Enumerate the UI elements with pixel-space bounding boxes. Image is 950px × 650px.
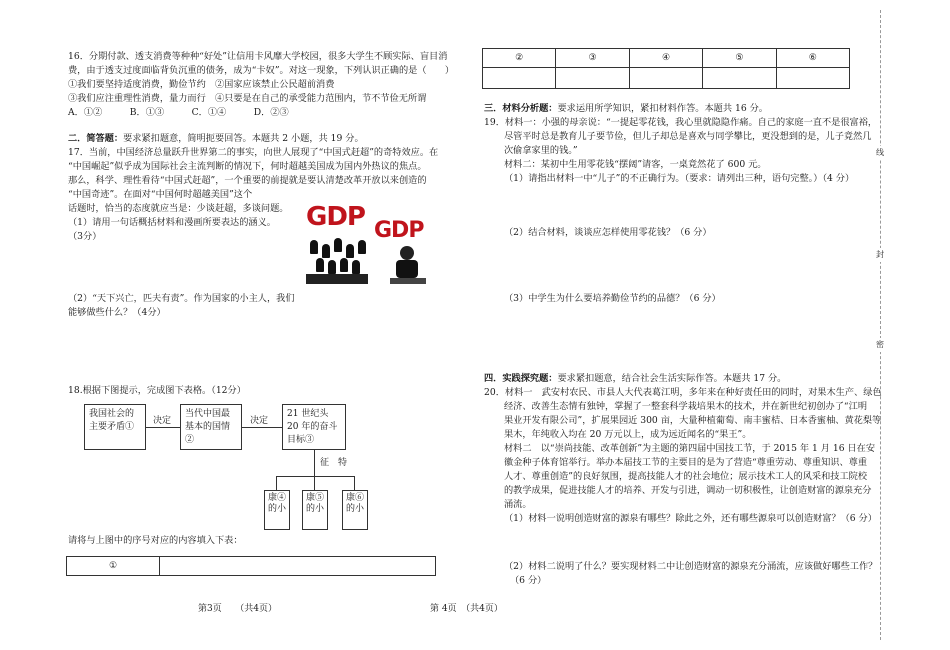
diagram-box-contradiction: 我国社会的主要矛盾①	[84, 404, 146, 450]
section3-heading: 三．材料分析题：	[484, 103, 558, 114]
answer-cell-5[interactable]	[703, 68, 776, 89]
answer-cell-3[interactable]	[556, 68, 629, 89]
section3-title	[484, 102, 768, 116]
binding-mark-xian: 线	[876, 146, 884, 160]
q20-sub1: （1）材料一说明创造财富的源泉有哪些？除此之外，还有哪些源泉可以创造财富？（6 分）	[504, 513, 877, 524]
q20-line6: 徽金种子体育馆举行。举办本届技工节的主要目的是为了营造“尊重劳动、尊重知识、尊重	[504, 457, 868, 468]
cartoon-gdp-big: GDP	[306, 202, 365, 232]
gdp-cartoon	[304, 196, 440, 292]
diagram-box-national-condition: 当代中国最基本的国情②	[180, 404, 242, 450]
diagram-sub-box-6: 康⑥的小	[342, 490, 368, 530]
q17-sub2-line2: 能够做些什么？（4分）	[68, 307, 166, 318]
q16-stem-line1: 16．分期付款、透支消费等种种“好处”让信用卡风靡大学校园，很多大学生不顾实际、盲目消	[68, 51, 448, 62]
q20-line3: 果业开发有限公司”，扩展果园近 300 亩，大量种植葡萄、南丰蜜桔、日本香蜜柚、黄花梨等	[504, 415, 882, 426]
right-footer: 第 4页 （共4页）	[430, 604, 503, 614]
q20-line7: 人才、尊重创造”的良好氛围，提高技能人才的社会地位；展示技术工人的风采和技工院校	[504, 471, 868, 482]
diagram-connector-horizontal	[276, 476, 354, 477]
section3-text: 要求运用所学知识，紧扣材料作答。本题共 16 分。	[557, 103, 768, 114]
answer-row-label-1: ①	[67, 557, 160, 576]
q17-sub2-line1: （2）“天下兴亡，匹夫有责”。作为国家的小主人，我们	[68, 293, 295, 304]
q18-answer-table-left	[66, 556, 436, 576]
cartoon-gdp-small: GDP	[374, 218, 424, 243]
q19-sub3: （3）中学生为什么要培养勤俭节约的品德？（6 分）	[504, 293, 721, 304]
cartoon-single-figure	[388, 246, 428, 286]
q17-line1: 17．当前，中国经济总量跃升世界第二的事实，向世人展现了“中国式赶超”的奇特效应。在	[68, 147, 439, 158]
binding-line	[880, 10, 881, 640]
q19-sub1: （1）请指出材料一中“儿子”的不正确行为。（要求：请列出三种，语句完整。）（4 分）	[504, 173, 855, 184]
diagram-connector-down	[314, 450, 315, 476]
q20-sub2-score: （6 分）	[510, 575, 547, 586]
answer-cell-1[interactable]	[160, 557, 436, 576]
answer-cell-2[interactable]	[483, 68, 556, 89]
section2-heading: 二．简答题：	[68, 133, 124, 144]
q16-choices: A．①② B．①③ C．①④ D．②③	[68, 107, 289, 118]
q20-line5: 材料二 以“崇尚技能、改革创新”为主题的第四届中国技工节，于 2015 年 1 月 16 日在安	[504, 443, 876, 454]
q18-fill-prompt: 请将与上图中的序号对应的内容填入下表：	[68, 535, 243, 546]
q17-line3: 那么，科学、理性看待“中国式赶超”，一个重要的前提就是要认清楚改革开放以来创造的	[68, 175, 427, 186]
section4-text: 要求紧扣题意，结合社会生活实际作答。本题共 17 分。	[557, 373, 787, 384]
q19-line1: 19．材料一：小强的母亲说：“一提起零花钱，我心里就隐隐作痛。自己的家庭一直不是很富裕，	[484, 117, 878, 128]
diagram-sub-box-5: 康⑤的小	[302, 490, 328, 530]
section2-title	[68, 132, 364, 146]
section4-heading: 四．实践探究题：	[484, 373, 558, 384]
q20-line2: 经济、改善生态情有独钟，掌握了一整套科学栽培果木的技术，并在新世纪初创办了“江明	[504, 401, 868, 412]
q17-line4: “中国奇迹”。在面对“中国何时超越美国”这个	[68, 189, 253, 200]
cartoon-crowd-figure	[306, 236, 368, 286]
left-footer: 第3页 （共4页）	[198, 604, 277, 614]
diagram-label-decide2: 决定	[250, 416, 269, 426]
q20-line4: 果木，年纯收入均在 20 万元以上，成为远近闻名的“果王”。	[504, 429, 752, 440]
diagram-box-goal: 21 世纪头 20 年的奋斗目标③	[282, 404, 346, 450]
diagram-label-decide1: 决定	[153, 416, 172, 426]
section2-text: 要求紧扣题意，简明扼要回答。本题共 2 小题，共 19 分。	[123, 133, 364, 144]
answer-cell-4[interactable]	[629, 68, 702, 89]
q19-line2: 尽管平时总是教育儿子要节俭，但儿子却总是喜欢与同学攀比，更没想到的是，儿子竟然几	[504, 131, 872, 142]
answer-header-4: ④	[629, 49, 702, 68]
diagram-label-feature: 征 特	[320, 458, 348, 468]
q16-option-line1: ①我们要坚持适度消费，勤俭节约 ②国家应该禁止公民超前消费	[68, 79, 335, 90]
diagram-sub-box-4: 康④的小	[264, 490, 290, 530]
answer-header-5: ⑤	[703, 49, 776, 68]
q17-sub1-score: （3分）	[68, 231, 102, 242]
answer-header-3: ③	[556, 49, 629, 68]
q16-stem-line2: 费，由于透支过度面临背负沉重的债务，成为“卡奴”。对这一现象，下列认识正确的是（ ）	[68, 65, 455, 76]
q17-line2: “中国崛起”似乎成为国际社会主流判断的情况下，何时超越美国成为国内外热议的焦点。	[68, 161, 427, 172]
q19-line4: 材料二：某初中生用零花钱“摆阔”请客，一桌竟然花了 600 元。	[504, 159, 767, 170]
answer-cell-6[interactable]	[776, 68, 849, 89]
q18-stem: 18.根据下图提示，完成图下表格。（12分）	[68, 385, 246, 396]
section4-title	[484, 372, 786, 386]
binding-mark-feng: 封	[876, 248, 884, 262]
q20-sub2: （2）材料二说明了什么？要实现材料二中让创造财富的源泉充分涌流，应该做好哪些工作？	[504, 561, 878, 572]
q17-line5: 话题时，恰当的态度就应当是：少谈赶超，多谈问题。	[68, 203, 289, 214]
answer-header-2: ②	[483, 49, 556, 68]
binding-mark-mi: 密	[876, 338, 884, 352]
q17-sub1: （1）请用一句话概括材料和漫画所要表达的涵义。	[68, 217, 276, 228]
answer-header-6: ⑥	[776, 49, 849, 68]
q20-line9: 涌流。	[504, 499, 532, 510]
q19-line3: 次偷拿家里的钱。”	[504, 145, 578, 156]
q18-answer-table-right	[482, 48, 850, 89]
q20-line1: 20．材料一 武安村农民、市县人大代表葛江明，多年来在种好责任田的同时，对果木生产、绿色	[484, 387, 882, 398]
q16-option-line2: ③我们应注重理性消费，量力而行 ④只要是在自己的承受能力范围内，节不节俭无所谓	[68, 93, 427, 104]
q19-sub2: （2）结合材料，谈谈应怎样使用零花钱？（6 分）	[504, 227, 712, 238]
q20-line8: 的教学成果，促进技能人才的培养、开发与引进，调动一切积极性，让创造财富的源泉充分	[504, 485, 872, 496]
